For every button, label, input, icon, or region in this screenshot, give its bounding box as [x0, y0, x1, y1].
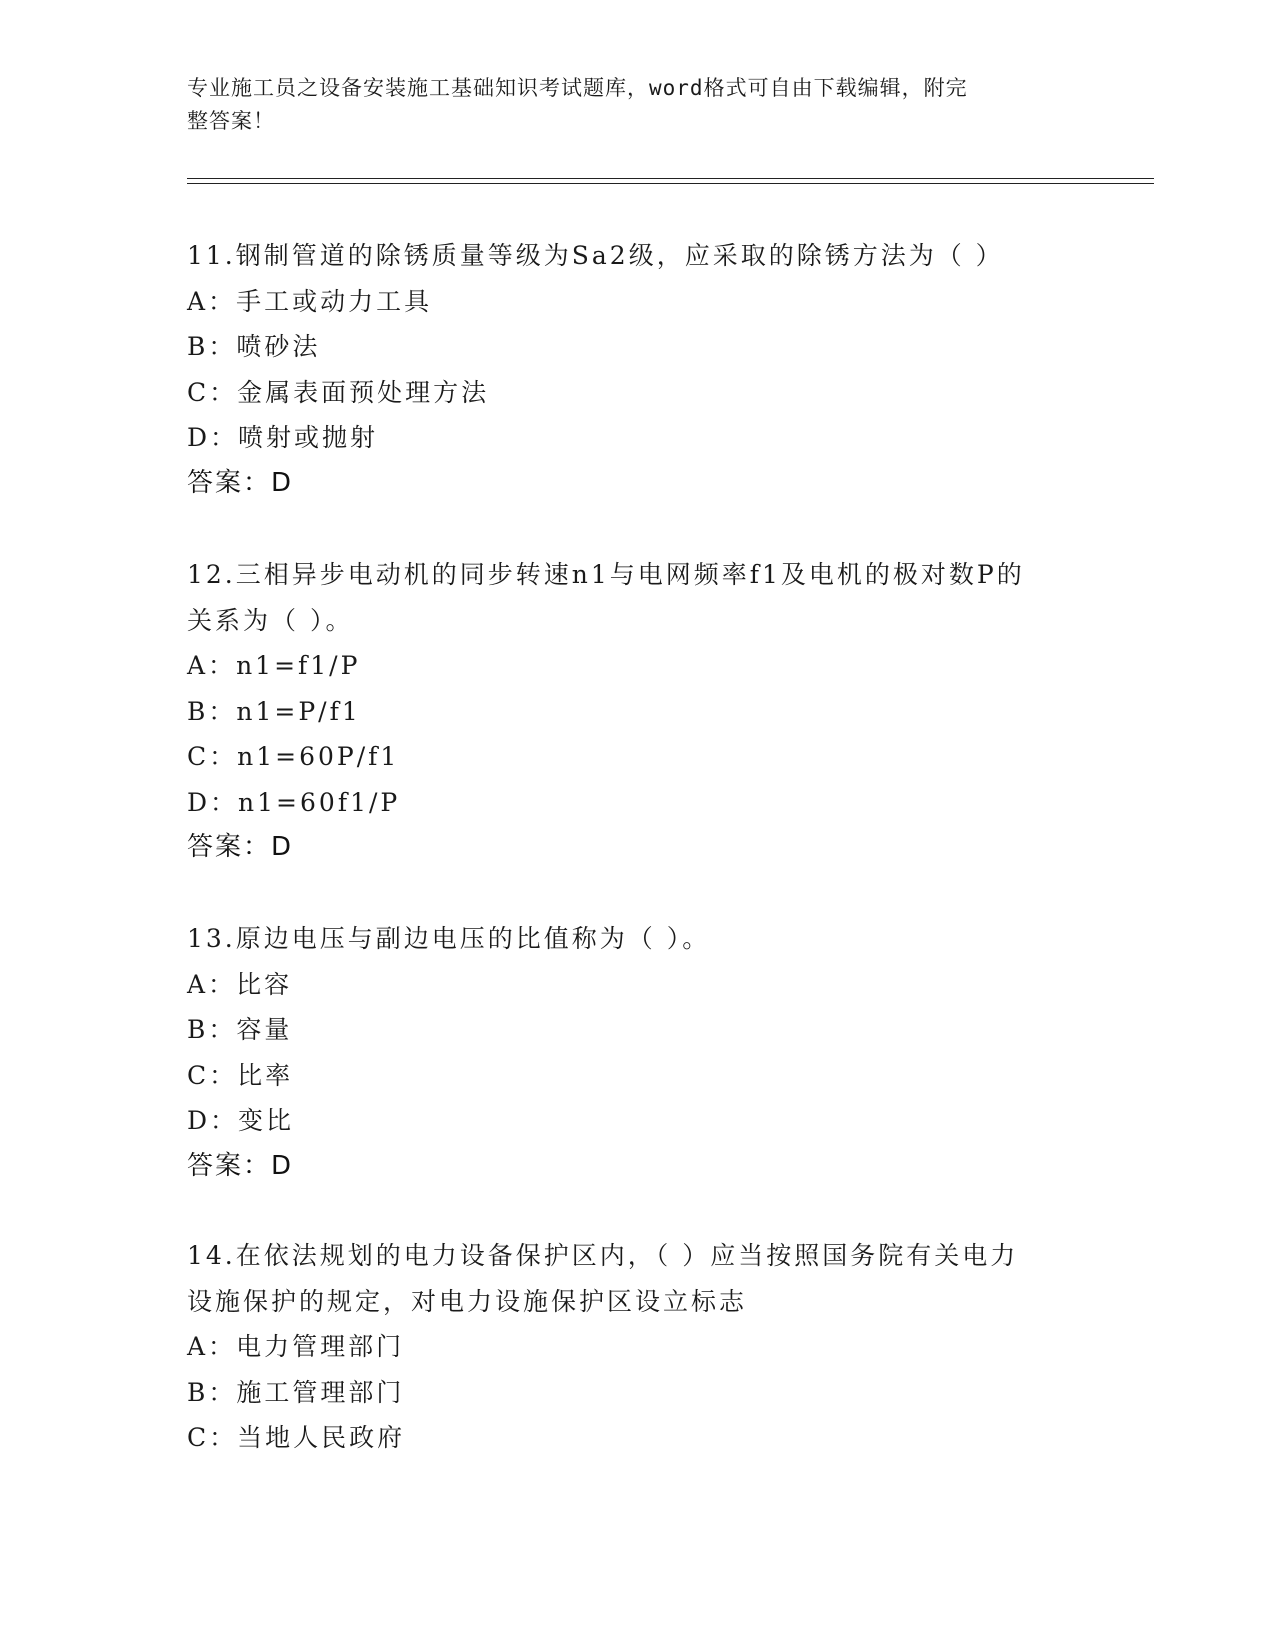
option-text: 比容 — [236, 969, 293, 999]
option-letter: A： — [187, 651, 237, 680]
header-divider-top — [187, 178, 1154, 179]
option-letter: C： — [187, 1060, 238, 1090]
question-stem: 14.在依法规划的电力设备保护区内，（ ）应当按照国务院有关电力 — [187, 1241, 1019, 1270]
option-text: 当地人民政府 — [237, 1423, 406, 1452]
option-d — [187, 415, 1087, 461]
option-a — [187, 279, 1087, 325]
question-13 — [187, 916, 1087, 1189]
option-letter: D： — [187, 1106, 239, 1135]
question-stem: 13.原边电压与副边电压的比值称为（ ）。 — [187, 924, 711, 953]
answer-line: 答案：D — [187, 832, 294, 862]
option-text: 变比 — [238, 1106, 295, 1135]
option-c — [187, 370, 1087, 416]
option-c — [187, 1053, 1087, 1099]
option-b — [187, 324, 1087, 370]
option-letter: C： — [187, 377, 238, 407]
option-text: 容量 — [236, 1015, 293, 1044]
header-line-1: 专业施工员之设备安装施工基础知识考试题库，word格式可自由下载编辑，附完 — [187, 76, 968, 100]
header-divider-bottom — [187, 183, 1154, 184]
option-letter: C： — [187, 742, 238, 771]
option-text: 金属表面预处理方法 — [237, 377, 490, 407]
option-text: 施工管理部门 — [236, 1377, 405, 1407]
option-letter: D： — [187, 787, 239, 817]
option-b — [187, 689, 1087, 735]
question-stem-continued: 设施保护的规定，对电力设施保护区设立标志 — [187, 1286, 748, 1316]
question-12 — [187, 552, 1087, 871]
option-text: 比率 — [237, 1060, 294, 1090]
question-stem: 12.三相异步电动机的同步转速n1与电网频率f1及电机的极对数P的 — [187, 560, 1025, 589]
option-letter: B： — [187, 1377, 237, 1407]
option-text: 喷砂法 — [236, 332, 321, 361]
option-letter: A： — [187, 969, 237, 999]
option-a — [187, 643, 1087, 689]
option-c — [187, 734, 1087, 780]
option-text: n1=f1/P — [236, 651, 361, 680]
question-11 — [187, 233, 1087, 506]
question-stem-continued: 关系为（ ）。 — [187, 605, 354, 635]
option-letter: A： — [187, 286, 237, 316]
option-d — [187, 1098, 1087, 1144]
option-letter: B： — [187, 696, 237, 726]
option-b — [187, 1007, 1087, 1053]
option-text: n1=60P/f1 — [237, 742, 400, 771]
option-text: n1=60f1/P — [238, 787, 401, 817]
document-header — [187, 72, 1067, 138]
option-letter: B： — [187, 332, 237, 361]
option-letter: A： — [187, 1332, 237, 1361]
question-14 — [187, 1233, 1087, 1461]
option-d — [187, 780, 1087, 826]
option-a — [187, 1324, 1087, 1370]
header-line-2: 整答案！ — [187, 109, 275, 133]
option-text: n1=P/f1 — [236, 696, 361, 726]
option-letter: C： — [187, 1423, 238, 1452]
question-stem: 11.钢制管道的除锈质量等级为Sa2级，应采取的除锈方法为（ ） — [187, 241, 1004, 270]
answer-line: 答案：D — [187, 467, 294, 498]
option-letter: B： — [187, 1015, 237, 1044]
option-b — [187, 1370, 1087, 1416]
option-text: 手工或动力工具 — [236, 286, 433, 316]
answer-line: 答案：D — [187, 1150, 294, 1181]
option-a — [187, 962, 1087, 1008]
option-letter: D： — [187, 423, 239, 452]
option-text: 喷射或抛射 — [238, 423, 379, 452]
option-text: 电力管理部门 — [236, 1332, 405, 1361]
option-c — [187, 1415, 1087, 1461]
